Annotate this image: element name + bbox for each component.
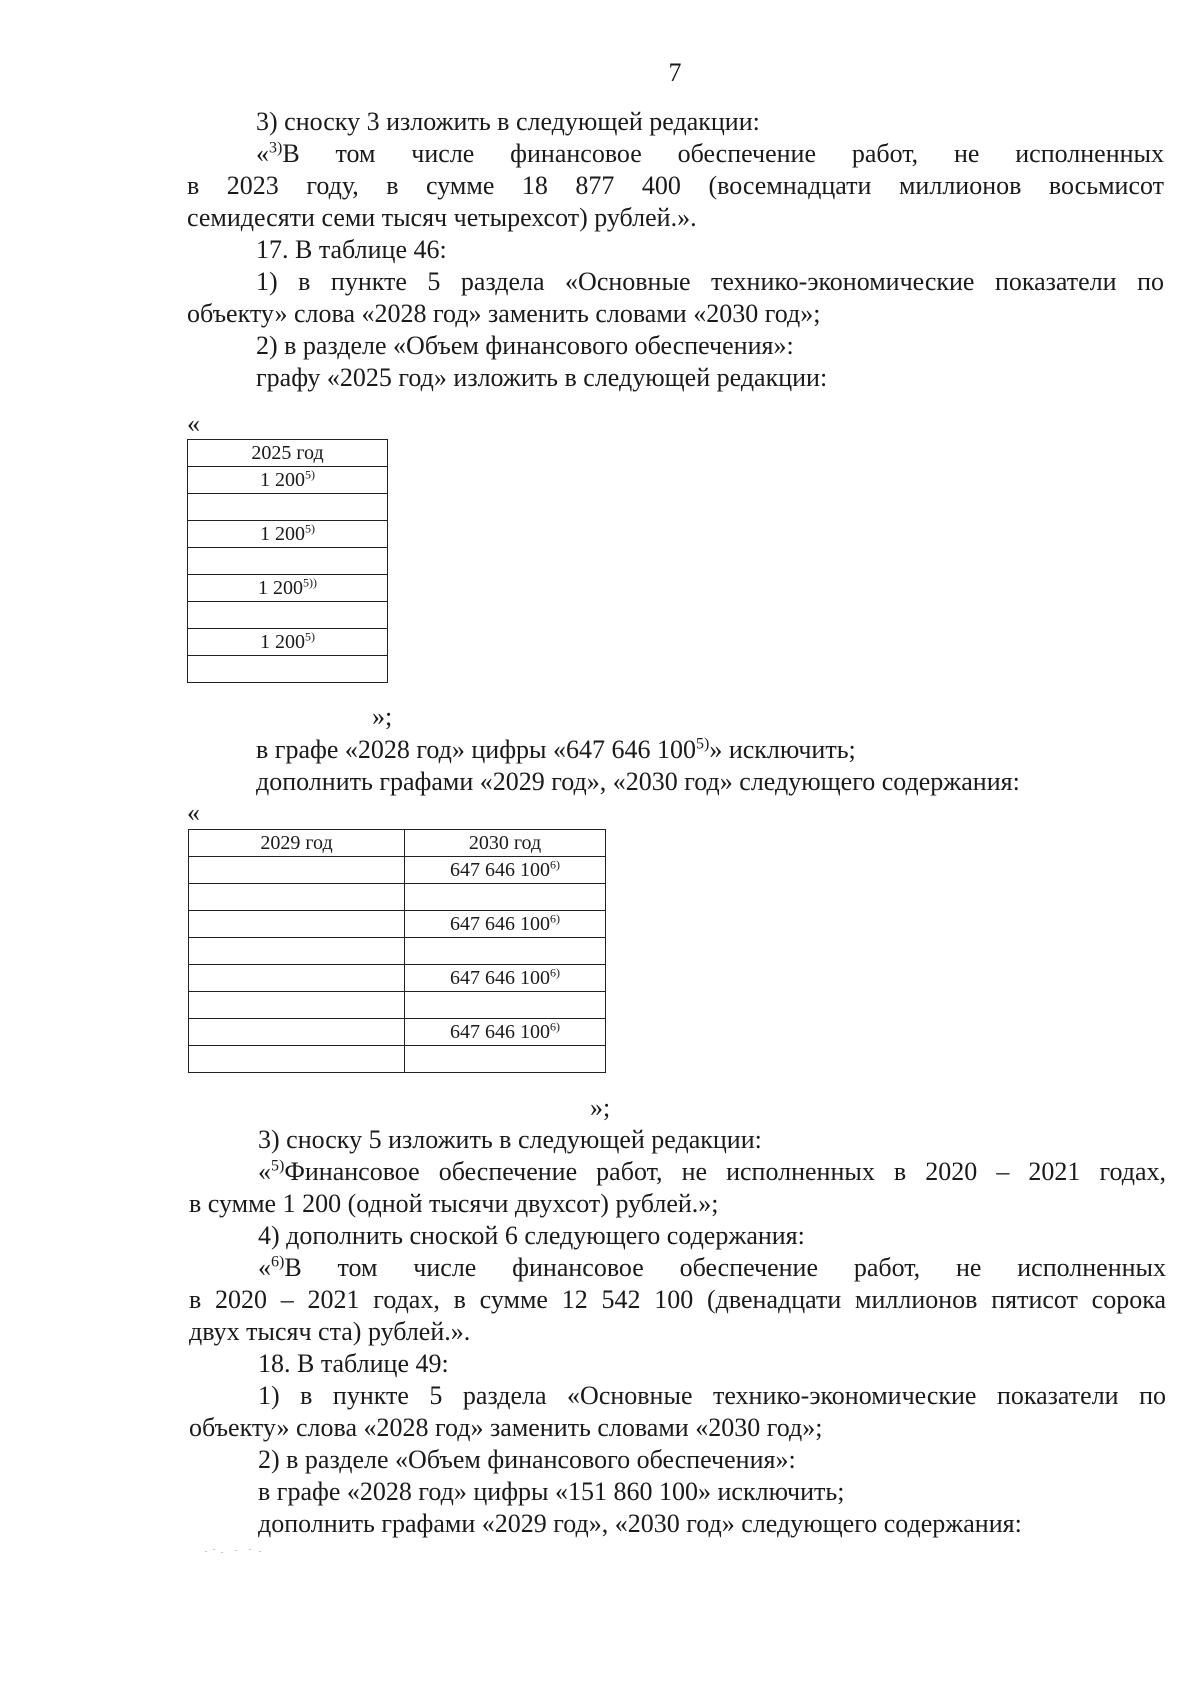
table-cell — [189, 992, 405, 1019]
scan-noise — [205, 1548, 265, 1554]
table-cell — [188, 602, 388, 629]
paragraph: «$^{3)}$В том числе финансовое обеспечение работ, не исполненных — [256, 139, 1164, 168]
table-cell: 1 200$^{5)}$ — [188, 629, 388, 656]
paragraph: графу «2025 год» изложить в следующей редакции: — [256, 363, 828, 392]
table-cell — [405, 1046, 606, 1073]
paragraph: 2) в разделе «Объем финансового обеспечения»: — [258, 1445, 796, 1474]
paragraph: дополнить графами «2029 год», «2030 год» следующего содержания: — [256, 767, 1020, 796]
table-cell — [189, 938, 405, 965]
table-header-cell: 2029 год — [189, 830, 405, 857]
paragraph-line: в сумме 1 200 (одной тысячи двухсот) рублей.»; — [189, 1189, 719, 1218]
paragraph-line: семидесяти семи тысяч четырехсот) рублей.». — [187, 203, 697, 232]
table-cell — [405, 992, 606, 1019]
paragraph: «$^{6)}$В том числе финансовое обеспечение работ, не исполненных — [258, 1253, 1166, 1282]
paragraph: в графе «2028 год» цифры «151 860 100» исключить; — [258, 1477, 845, 1506]
paragraph-line: объекту» слова «2028 год» заменить словами «2030 год»; — [189, 1413, 823, 1442]
open-quote: « — [187, 409, 200, 438]
table-cell — [189, 965, 405, 992]
table-header-cell: 2030 год — [405, 830, 606, 857]
paragraph: 1) в пункте 5 раздела «Основные технико-экономические показатели по — [258, 1381, 1166, 1410]
table-cell — [188, 494, 388, 521]
table-cell: 647 646 100$^{6)}$ — [405, 857, 606, 884]
table-cell: 1 200$^{5)}$ — [188, 467, 388, 494]
paragraph: 1) в пункте 5 раздела «Основные технико-экономические показатели по — [256, 267, 1164, 296]
table-cell — [405, 884, 606, 911]
paragraph: 17. В таблице 46: — [256, 235, 447, 264]
paragraph-line: в 2020 – 2021 годах, в сумме 12 542 100 (двенадцати миллионов пятисот сорока — [189, 1285, 1166, 1314]
table-cell — [405, 938, 606, 965]
paragraph: в графе «2028 год» цифры «647 646 100$^{5)}$» исключить; — [256, 735, 856, 764]
table-cell: 647 646 100$^{6)}$ — [405, 911, 606, 938]
paragraph: дополнить графами «2029 год», «2030 год» следующего содержания: — [258, 1509, 1022, 1538]
table-cell — [188, 656, 388, 683]
paragraph-line: объекту» слова «2028 год» заменить словами «2030 год»; — [187, 299, 821, 328]
section-table-46-graphs — [187, 734, 1164, 798]
table-cell — [189, 1046, 405, 1073]
table-2025 — [187, 439, 388, 683]
paragraph: 18. В таблице 49: — [258, 1349, 449, 1378]
table-cell — [189, 884, 405, 911]
paragraph-line: в 2023 году, в сумме 18 877 400 (восемнадцати миллионов восьмисот — [187, 171, 1164, 200]
open-quote: « — [187, 798, 200, 827]
paragraph: 4) дополнить сноской 6 следующего содержания: — [258, 1221, 805, 1250]
table-cell — [189, 857, 405, 884]
section-footnote-3 — [187, 106, 1164, 394]
table-cell: 647 646 100$^{6)}$ — [405, 965, 606, 992]
table-2029-2030 — [188, 829, 606, 1073]
table-cell — [189, 911, 405, 938]
paragraph: «$^{5)}$Финансовое обеспечение работ, не исполненных в 2020 – 2021 годах, — [258, 1157, 1166, 1186]
table-cell: 1 200$^{5)}$ — [188, 521, 388, 548]
paragraph: 2) в разделе «Объем финансового обеспечения»: — [256, 331, 794, 360]
paragraph-line: двух тысяч ста) рублей.». — [189, 1317, 471, 1346]
paragraph: 3) сноску 3 изложить в следующей редакции: — [256, 107, 760, 136]
page-number: 7 — [668, 58, 682, 87]
table-cell: 647 646 100$^{6)}$ — [405, 1019, 606, 1046]
close-quote: »; — [372, 702, 393, 731]
table-cell: 1 $200^{5))}$ — [188, 575, 388, 602]
table-header-cell: 2025 год — [188, 440, 388, 467]
section-footnotes-5-6-table-49 — [189, 1124, 1166, 1540]
paragraph: 3) сноску 5 изложить в следующей редакции: — [258, 1125, 762, 1154]
table-cell — [189, 1019, 405, 1046]
table-cell — [188, 548, 388, 575]
close-quote: »; — [590, 1093, 611, 1122]
